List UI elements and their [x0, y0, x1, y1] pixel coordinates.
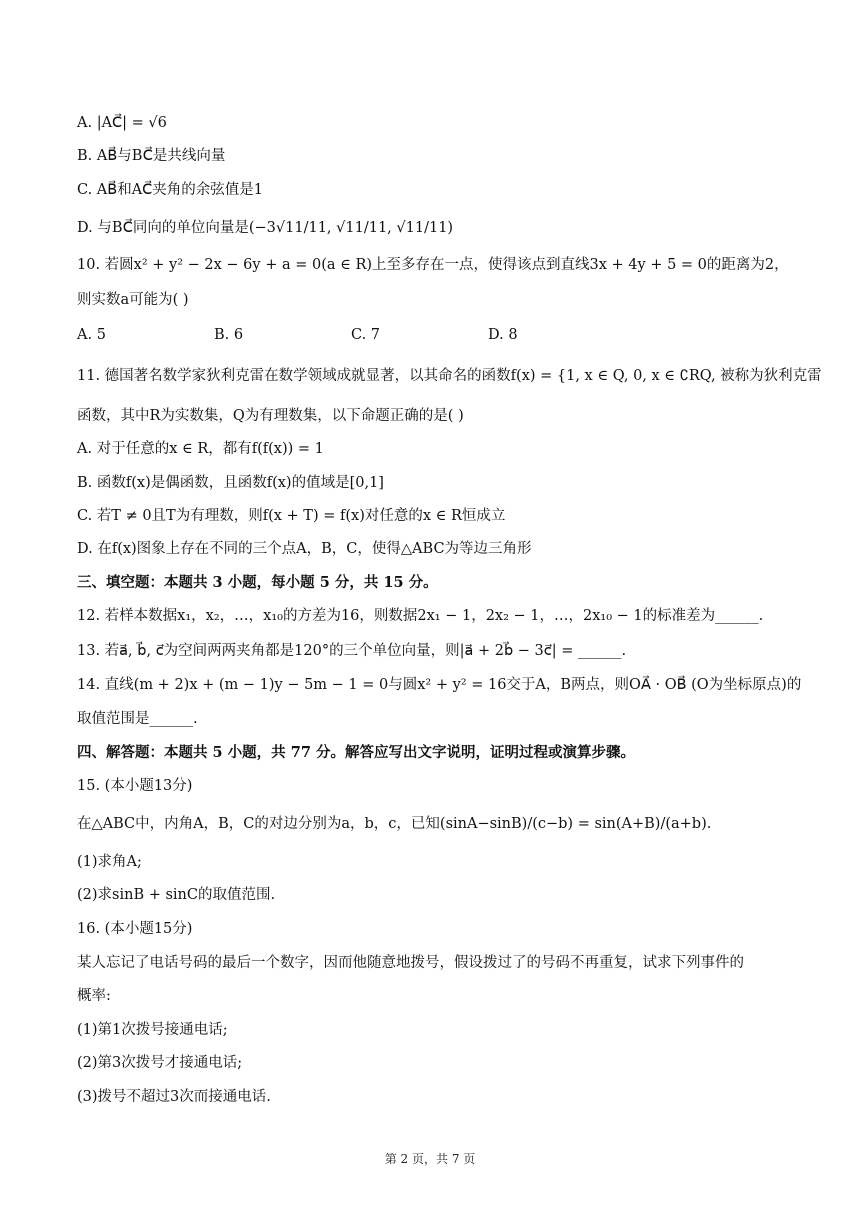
question-10-line1: 10. 若圆x² + y² − 2x − 6y + a = 0(a ∈ R)上至多存在一点，使得该点到直线3x + 4y + 5 = 0的距离为2，: [77, 257, 789, 273]
option-11d: D. 在f(x)图象上存在不同的三个点A，B，C，使得△ABC为等边三角形: [77, 541, 532, 557]
option-10d: D. 8: [488, 327, 518, 343]
question-10-line2: 则实数a可能为( ): [77, 292, 189, 308]
question-13: 13. 若a⃗, b⃗, c⃗为空间两两夹角都是120°的三个单位向量，则|a⃗ + 2b⃗ − 3c⃗| = ______.: [77, 643, 627, 659]
question-15-header: 15. (本小题13分): [77, 778, 193, 794]
page-footer: 第 2 页，共 7 页: [384, 1152, 476, 1166]
question-16-header: 16. (本小题15分): [77, 921, 193, 937]
option-10c: C. 7: [351, 327, 381, 343]
question-11-line1: 11. 德国著名数学家狄利克雷在数学领域成就显著，以其命名的函数f(x) = {1, x ∈ Q, 0, x ∈ ∁RQ, 被称为狄利克雷: [77, 368, 822, 384]
question-16-part2: (2)第3次拨号才接通电话;: [77, 1055, 243, 1071]
section-3-heading: 三、填空题：本题共 3 小题，每小题 5 分，共 15 分。: [77, 574, 438, 591]
question-15-part1: (1)求角A;: [77, 854, 142, 870]
option-11c: C. 若T ≠ 0且T为有理数，则f(x + T) = f(x)对任意的x ∈ R恒成立: [77, 508, 506, 524]
question-14-line1: 14. 直线(m + 2)x + (m − 1)y − 5m − 1 = 0与圆x² + y² = 16交于A，B两点，则OA⃗ · OB⃗ (O为坐标原点)的: [77, 677, 802, 693]
question-10-options: [77, 325, 800, 345]
question-16-line1: 某人忘记了电话号码的最后一个数字，因而他随意地拨号，假设拨过了的号码不再重复，试求下列事件的: [77, 955, 744, 971]
option-10a: A. 5: [77, 327, 106, 343]
question-15-text: 在△ABC中，内角A，B，C的对边分别为a，b，c，已知(sinA−sinB)/(c−b) = sin(A+B)/(a+b).: [77, 816, 712, 832]
question-12: 12. 若样本数据x₁，x₂，…，x₁₀的方差为16，则数据2x₁ − 1，2x₂ − 1，…，2x₁₀ − 1的标准差为______.: [77, 608, 764, 624]
option-9c: C. AB⃗和AC⃗夹角的余弦值是1: [77, 182, 264, 198]
option-11b: B. 函数f(x)是偶函数，且函数f(x)的值域是[0,1]: [77, 475, 384, 491]
option-9b: B. AB⃗与BC⃗是共线向量: [77, 148, 226, 164]
question-16-line2: 概率:: [77, 988, 111, 1004]
option-11a: A. 对于任意的x ∈ R，都有f(f(x)) = 1: [77, 441, 324, 457]
question-11-line2: 函数，其中R为实数集，Q为有理数集，以下命题正确的是( ): [77, 408, 464, 424]
section-4-heading: 四、解答题：本题共 5 小题，共 77 分。解答应写出文字说明，证明过程或演算步骤。: [77, 744, 635, 761]
option-10b: B. 6: [214, 327, 244, 343]
option-9a: A. |AC⃗| = √6: [77, 115, 167, 131]
option-9d: D. 与BC⃗同向的单位向量是(−3√11/11, √11/11, √11/11): [77, 220, 454, 236]
question-14-line2: 取值范围是______.: [77, 711, 198, 727]
question-16-part1: (1)第1次拨号接通电话;: [77, 1022, 228, 1038]
question-16-part3: (3)拨号不超过3次而接通电话.: [77, 1089, 271, 1105]
question-15-part2: (2)求sinB + sinC的取值范围.: [77, 887, 276, 903]
